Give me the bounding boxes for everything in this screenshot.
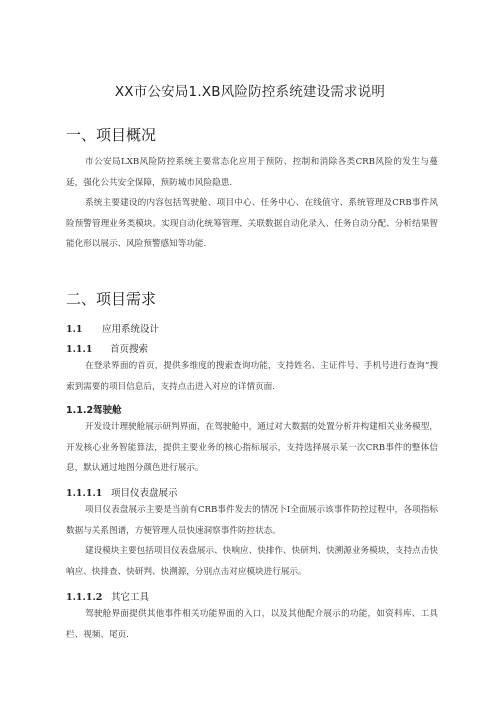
subsection-heading-1-1-2: 1.1.2驾驶舱: [66, 405, 122, 416]
dashboard-paragraph-2: 建设模块主要包括项目仪表盘展示、快响应、快排作、快研判、快溯源业务模块，支持点击快响应、快排查、快研判、快溯源，分别点击对应模块进行展示。: [66, 546, 438, 577]
overview-paragraph-2: 系统主要建设的内容包括驾驶舱、项目中心、任务中心、在线值守、系统管理及CRB事件风险预警管理业务类模块。实现自动化统筹管理、关联数据自动化录入、任务自动分配、分析结果智能化形以展示、风险预警感知等功能.: [66, 198, 438, 249]
section-heading-requirements: 二、项目需求: [66, 290, 157, 308]
subsection-heading-1-1-1-1: [66, 485, 178, 499]
subsection-number: 1.1.1.1: [66, 488, 103, 499]
subsection-title: 首页搜索: [110, 344, 149, 355]
subsection-title: 应用系统设计: [102, 324, 160, 335]
overview-paragraph-1: 市公安局LXB风险防控系统主要常态化应用于预防、控制和消除各类CRB风险的发生与蔓延，强化公共安全保障，预防城市风险隐患.: [66, 157, 438, 188]
subsection-heading-1-1: [66, 321, 159, 335]
subsection-number: 1.1.1: [66, 344, 93, 355]
subsection-number: 1.1: [66, 324, 83, 335]
subsection-heading-1-1-1-2: [66, 589, 149, 603]
section-heading-overview: 一、项目概况: [66, 126, 157, 144]
subsection-number: 1.1.1.2: [66, 592, 103, 603]
dashboard-paragraph-1: 项目仪表盘展示主要是当前有CRB事件发去的情况卜I全面展示该事件防控过程中，各项指标数据与关系图谱，方便管理人员快速洞察事件防控状态。: [66, 505, 438, 536]
search-paragraph: 在登录界面的首页，提供多维度的搜索查询功能，支持姓名、主证件号、手机号进行查询“搜索到需要的项目信息后，支持点击进入对应的详情页面.: [66, 361, 438, 392]
subsection-title: 其它工具: [111, 592, 150, 603]
other-tools-paragraph: 驾驶舱界面提供其他事件相关功能界面的入口，以及其他配介展示的功能，如资料库、工具栏、视频、尾页.: [66, 609, 438, 640]
cockpit-paragraph: 开发设计理驶舱展示研判界面，在驾驶舱中，通过对大数据的处置分析并构建相关业务模型，开发核心业务智能算法，提供主要业务的核心指标展示，支持选择展示某一次CRB事件的整体信息，默认通过地图分颜色进行展示。: [66, 422, 438, 473]
subsection-title: 项目仪表盘展示: [111, 488, 178, 499]
subsection-heading-1-1-1: [66, 341, 148, 355]
document-title: XX市公安局1.XB风险防控系统建设需求说明: [114, 84, 386, 100]
